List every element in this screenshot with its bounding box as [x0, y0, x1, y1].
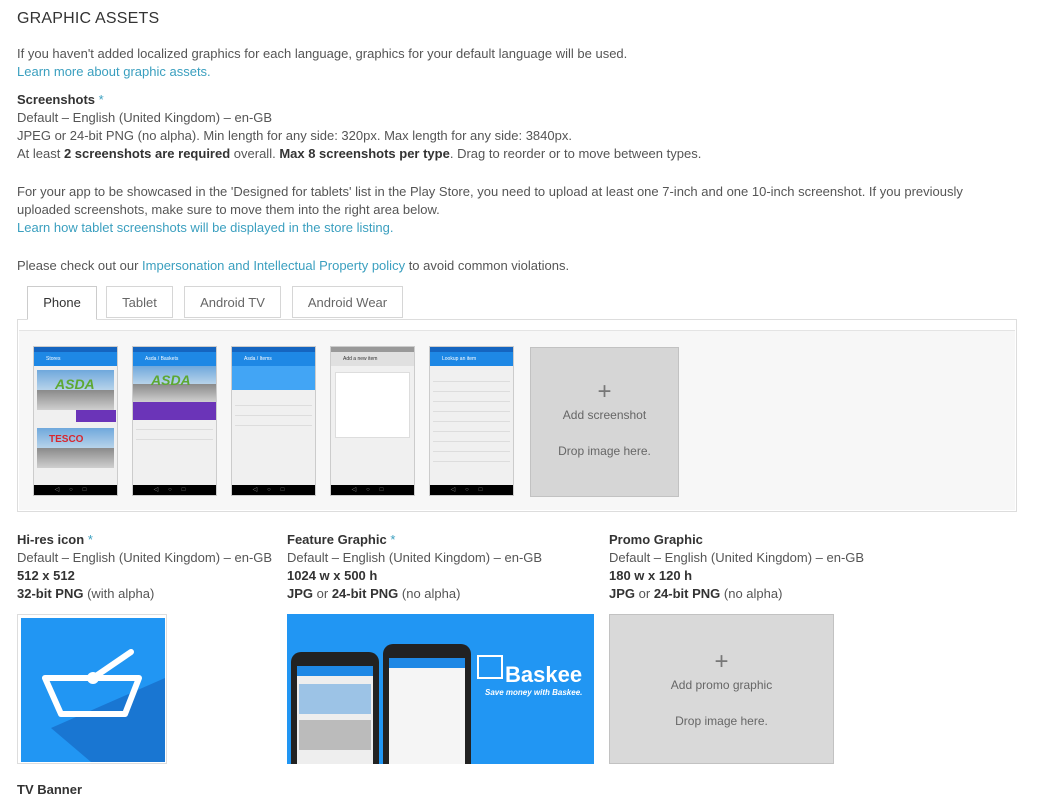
- promo-graphic-section: [609, 531, 864, 603]
- hires-format: 32-bit PNG: [17, 586, 84, 601]
- plus-icon: +: [714, 648, 729, 675]
- tab-android-wear[interactable]: Android Wear: [292, 286, 403, 318]
- tablet-info-line1: For your app to be showcased in the 'Designed for tablets' list in the Play Store, you need to upload at least one 7-inch and one 10-inch screenshot. If you previously: [17, 184, 963, 199]
- req-suffix: . Drag to reorder or to move between types.: [449, 146, 702, 161]
- screenshots-format: JPEG or 24-bit PNG (no alpha). Min length for any side: 320px. Max length for any side: 3840px.: [17, 128, 572, 143]
- hires-language: Default – English (United Kingdom) – en-GB: [17, 550, 273, 565]
- asda-store-image: [37, 370, 114, 410]
- feature-language: Default – English (United Kingdom) – en-GB: [287, 550, 543, 565]
- req-mid: overall.: [230, 146, 280, 161]
- learn-more-graphic-assets-link[interactable]: Learn more about graphic assets.: [17, 64, 211, 79]
- nav-bar: ◁○□: [232, 485, 315, 495]
- hires-icon-section: [17, 531, 272, 603]
- feature-format-jpg: JPG: [287, 586, 314, 601]
- feature-format-png: 24-bit PNG: [331, 586, 399, 601]
- total-banner: [232, 366, 315, 390]
- screenshot-thumb[interactable]: [429, 346, 514, 496]
- feature-graphic-section: [287, 531, 542, 603]
- nav-bar: ◁○□: [133, 485, 216, 495]
- required-mark: *: [98, 92, 104, 107]
- purple-banner: [133, 402, 216, 420]
- promo-format-mid: or: [635, 586, 654, 601]
- add-promo-label: Add promo graphic: [670, 678, 773, 692]
- nav-bar: ◁○□: [430, 485, 513, 495]
- required-mark: *: [390, 532, 396, 547]
- hires-format-rest: (with alpha): [83, 586, 155, 601]
- thumb-title: Asda / Items: [232, 352, 315, 366]
- purple-tag: [76, 410, 116, 422]
- dialog: [335, 372, 410, 438]
- nav-bar: ◁○□: [34, 485, 117, 495]
- screenshots-heading: [17, 91, 104, 109]
- add-screenshot-label: Add screenshot: [562, 408, 647, 422]
- screenshots-requirements: [17, 145, 701, 163]
- tesco-store-image: [37, 428, 114, 468]
- drop-hint: Drop image here.: [675, 714, 768, 728]
- basket-icon: [21, 618, 165, 762]
- brand-name: Baskee: [505, 662, 583, 687]
- nav-bar: ◁○□: [331, 485, 414, 495]
- add-screenshot-button[interactable]: [530, 347, 679, 497]
- required-mark: *: [87, 532, 93, 547]
- feature-format-rest: (no alpha): [398, 586, 461, 601]
- hires-icon-image[interactable]: [17, 614, 167, 764]
- feature-size: 1024 w x 500 h: [287, 568, 378, 583]
- promo-format-rest: (no alpha): [720, 586, 783, 601]
- screenshots-title: Screenshots: [17, 92, 96, 107]
- ip-policy-link[interactable]: Impersonation and Intellectual Property policy: [142, 258, 406, 273]
- screenshot-thumb[interactable]: [132, 346, 217, 496]
- tab-android-tv[interactable]: Android TV: [184, 286, 281, 318]
- promo-format-jpg: JPG: [609, 586, 636, 601]
- screenshots-language: Default – English (United Kingdom) – en-GB: [17, 110, 273, 125]
- intro-text: If you haven't added localized graphics for each language, graphics for your default language will be used.: [17, 46, 628, 61]
- tablet-info-line2: uploaded screenshots, make sure to move them into the right area below.: [17, 202, 440, 217]
- policy-prefix: Please check out our: [17, 258, 143, 273]
- policy-suffix: to avoid common violations.: [405, 258, 570, 273]
- feature-graphic-image[interactable]: [287, 614, 594, 764]
- req-prefix: At least: [17, 146, 64, 161]
- hires-title: Hi-res icon: [17, 532, 85, 547]
- req-max: Max 8 screenshots per type: [279, 146, 450, 161]
- asda-store-image: [133, 366, 216, 402]
- promo-language: Default – English (United Kingdom) – en-GB: [609, 550, 865, 565]
- screenshot-thumb[interactable]: [231, 346, 316, 496]
- add-promo-graphic-button[interactable]: [609, 614, 834, 764]
- promo-format-png: 24-bit PNG: [653, 586, 721, 601]
- screenshot-thumb[interactable]: [330, 346, 415, 496]
- tv-banner-title: TV Banner: [17, 782, 83, 797]
- hires-size: 512 x 512: [17, 568, 75, 583]
- thumb-title: Lookup an item: [430, 352, 513, 366]
- screenshot-thumb[interactable]: [33, 346, 118, 496]
- screenshots-dropzone[interactable]: [19, 330, 1015, 510]
- req-min: 2 screenshots are required: [63, 146, 231, 161]
- plus-icon: +: [597, 378, 612, 405]
- section-title: GRAPHIC ASSETS: [17, 10, 160, 27]
- policy-text: [17, 257, 569, 275]
- brand-tagline: Save money with Baskee.: [485, 688, 583, 697]
- feature-title: Feature Graphic: [287, 532, 387, 547]
- tablet-screenshots-link[interactable]: Learn how tablet screenshots will be displayed in the store listing.: [17, 220, 394, 235]
- screenshots-panel: [17, 319, 1017, 512]
- drop-hint: Drop image here.: [558, 444, 651, 458]
- tab-tablet[interactable]: Tablet: [106, 286, 173, 318]
- promo-size: 180 w x 120 h: [609, 568, 693, 583]
- tab-phone[interactable]: Phone: [27, 286, 97, 320]
- promo-title: Promo Graphic: [609, 532, 703, 547]
- feature-format-mid: or: [313, 586, 332, 601]
- thumb-title: Stores: [34, 352, 117, 366]
- thumb-title: Add a new item: [331, 352, 414, 366]
- thumb-title: Asda / Baskets: [133, 352, 216, 366]
